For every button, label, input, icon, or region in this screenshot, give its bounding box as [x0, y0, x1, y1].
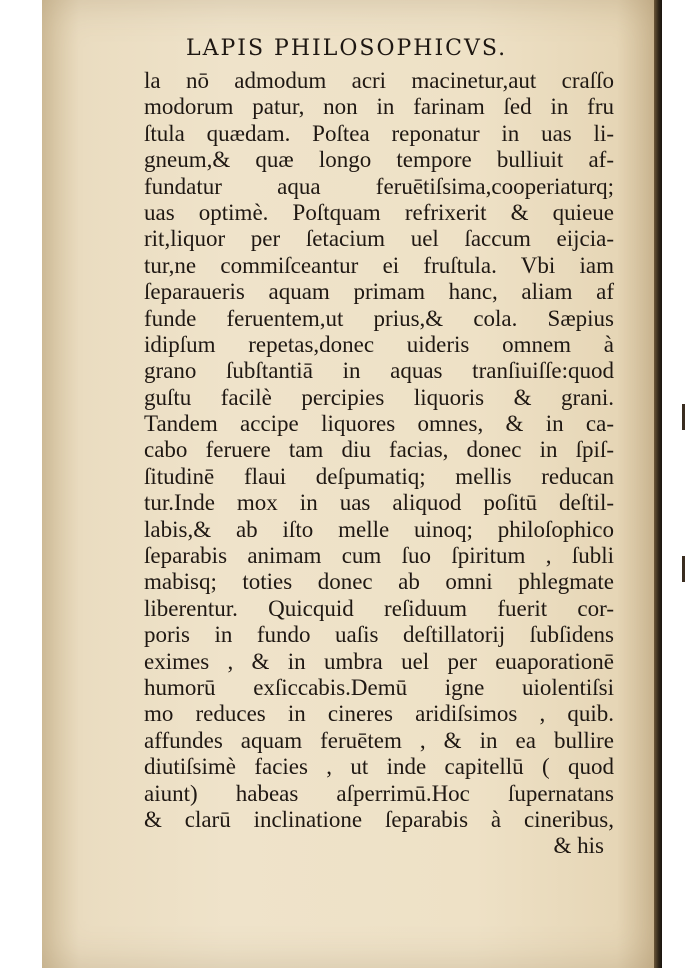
- text-line-11: idipſum repetas,donec uideris omnem à: [144, 331, 614, 357]
- text-line-12: grano ſubſtantiā in aquas tranſiuiſſe:quod: [144, 358, 614, 384]
- text-line-14: Tandem accipe liquores omnes, & in ca-: [144, 411, 614, 437]
- text-block: [144, 68, 614, 860]
- page-gutter-edge: [654, 0, 662, 968]
- bleed-through-text: [200, 14, 530, 34]
- text-line-4: gneum,& quæ longo tempore bulliuit af-: [144, 147, 614, 173]
- text-line-9: ſeparaueris aquam primam hanc, aliam af: [144, 279, 614, 305]
- text-line-16: ſitudinē flaui deſpumatiq; mellis reducan: [144, 463, 614, 489]
- text-line-1: la nō admodum acri macinetur,aut craſſo: [144, 68, 614, 93]
- text-line-26: affundes aquam feruētem , & in ea bullire: [144, 727, 614, 753]
- text-line-6: uas optimè. Poſtquam refrixerit & quieue: [144, 199, 614, 225]
- text-line-22: poris in fundo uaſis deſtillatorij ſubſidens: [144, 622, 614, 648]
- text-line-21: liberentur. Quicquid reſiduum fuerit cor-: [144, 595, 614, 621]
- text-line-15: cabo feruere tam diu facias, donec in ſpiſ-: [144, 437, 614, 463]
- text-line-7: rit,liquor per ſetacium uel ſaccum eijcia-: [144, 226, 614, 252]
- text-line-27: diutiſsimè facies , ut inde capitellū ( quod: [144, 754, 614, 780]
- text-line-3: ſtula quædam. Poſtea reponatur in uas li-: [144, 120, 614, 146]
- text-line-19: ſeparabis animam cum ſuo ſpiritum , ſubli: [144, 543, 614, 569]
- text-line-2: modorum patur, non in farinam ſed in fru: [144, 94, 614, 120]
- running-head: LAPIS PHILOSOPHICVS.: [186, 36, 508, 61]
- text-line-17: tur.Inde mox in uas aliquod poſitū deſtil-: [144, 490, 614, 516]
- text-line-5: fundatur aqua feruētiſsima,cooperiaturq;: [144, 173, 614, 199]
- text-line-24: humorū exſiccabis.Demū igne uiolentiſsi: [144, 674, 614, 700]
- text-line-23: eximes , & in umbra uel per euaporationē: [144, 648, 614, 674]
- margin-mark: [682, 404, 685, 430]
- text-line-13: guſtu facilè percipies liquoris & grani.: [144, 384, 614, 410]
- text-line-10: funde feruentem,ut prius,& cola. Sæpius: [144, 305, 614, 331]
- text-line-28: aiunt) habeas aſperrimū.Hoc ſupernatans: [144, 780, 614, 806]
- margin-mark: [682, 556, 685, 582]
- catchword: & his: [553, 833, 604, 859]
- text-line-8: tur,ne commiſceantur ei fruſtula. Vbi iam: [144, 252, 614, 278]
- text-line-18: labis,& ab iſto melle uinoq; philoſophico: [144, 516, 614, 542]
- text-line-25: mo reduces in cineres aridiſsimos , quib.: [144, 701, 614, 727]
- text-line-29: & clarū inclinatione ſeparabis à cineribus,: [144, 806, 614, 832]
- text-line-20: mabisq; toties donec ab omni phlegmate: [144, 569, 614, 595]
